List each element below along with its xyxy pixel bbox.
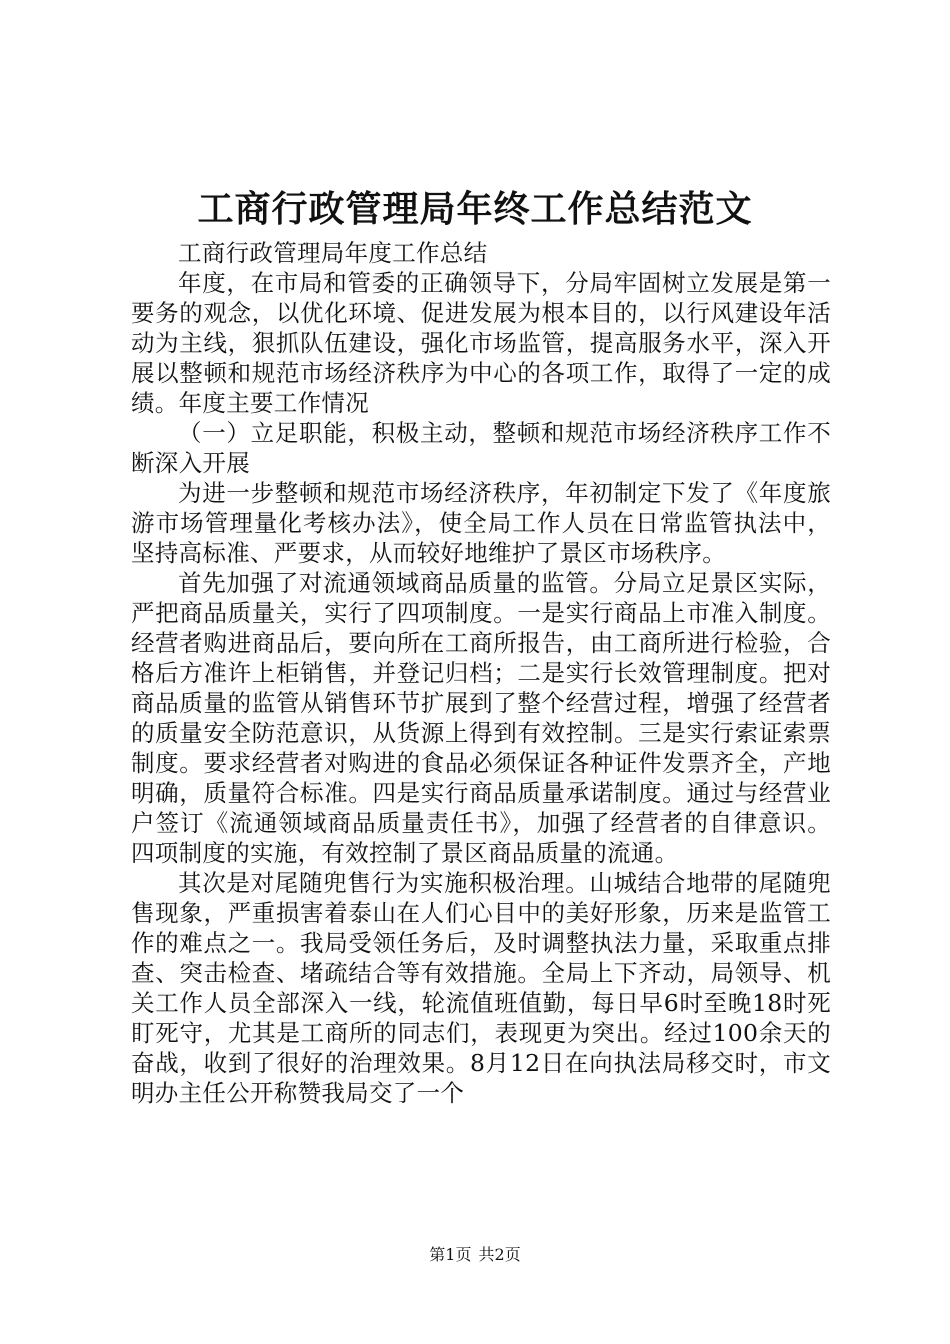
page-number: 第1页 — [429, 1245, 472, 1264]
document-title: 工商行政管理局年终工作总结范文 — [197, 188, 753, 230]
intro-paragraph: 年度，在市局和管委的正确领导下，分局牢固树立发展是第一要务的观念，以优化环境、促进发展为根本目的，以行风建设年活动为主线，狠抓队伍建设，强化市场监管，提高服务水平，深入开展以整顿和规范市场经济秩序为中心的各项工作，取得了一定的成绩。年度主要工作情况 — [131, 269, 831, 417]
document-body — [131, 238, 831, 1108]
body-paragraph: 为进一步整顿和规范市场经济秩序，年初制定下发了《年度旅游市场管理量化考核办法》，使全局工作人员在日常监管执法中，坚持高标准、严要求，从而较好地维护了景区市场秩序。 — [131, 479, 831, 567]
body-paragraph: 首先加强了对流通领域商品质量的监管。分局立足景区实际，严把商品质量关，实行了四项制度。一是实行商品上市准入制度。经营者购进商品后，要向所在工商所报告，由工商所进行检验，合格后方准许上柜销售，并登记归档；二是实行长效管理制度。把对商品质量的监管从销售环节扩展到了整个经营过程，增强了经营者的质量安全防范意识，从货源上得到有效控制。三是实行索证索票制度。要求经营者对购进的食品必须保证各种证件发票齐全，产地明确，质量符合标准。四是实行商品质量承诺制度。通过与经营业户签订《流通领域商品质量责任书》，加强了经营者的自律意识。四项制度的实施，有效控制了景区商品质量的流通。 — [131, 569, 831, 867]
body-paragraph: 其次是对尾随兜售行为实施积极治理。山城结合地带的尾随兜售现象，严重损害着泰山在人们心目中的美好形象，历来是监管工作的难点之一。我局受领任务后，及时调整执法力量，采取重点排查、突击检查、堵疏结合等有效措施。全局上下齐动，局领导、机关工作人员全部深入一线，轮流值班值勤，每日早6时至晚18时死盯死守，尤其是工商所的同志们，表现更为突出。经过100余天的奋战，收到了很好的治理效果。8月12日在向执法局移交时，市文明办主任公开称赞我局交了一个 — [131, 869, 831, 1107]
page-total: 共2页 — [478, 1245, 521, 1264]
subtitle-paragraph: 工商行政管理局年度工作总结 — [178, 239, 488, 267]
page-footer — [0, 1243, 950, 1267]
section-heading: （一）立足职能，积极主动，整顿和规范市场经济秩序工作不断深入开展 — [131, 419, 831, 477]
